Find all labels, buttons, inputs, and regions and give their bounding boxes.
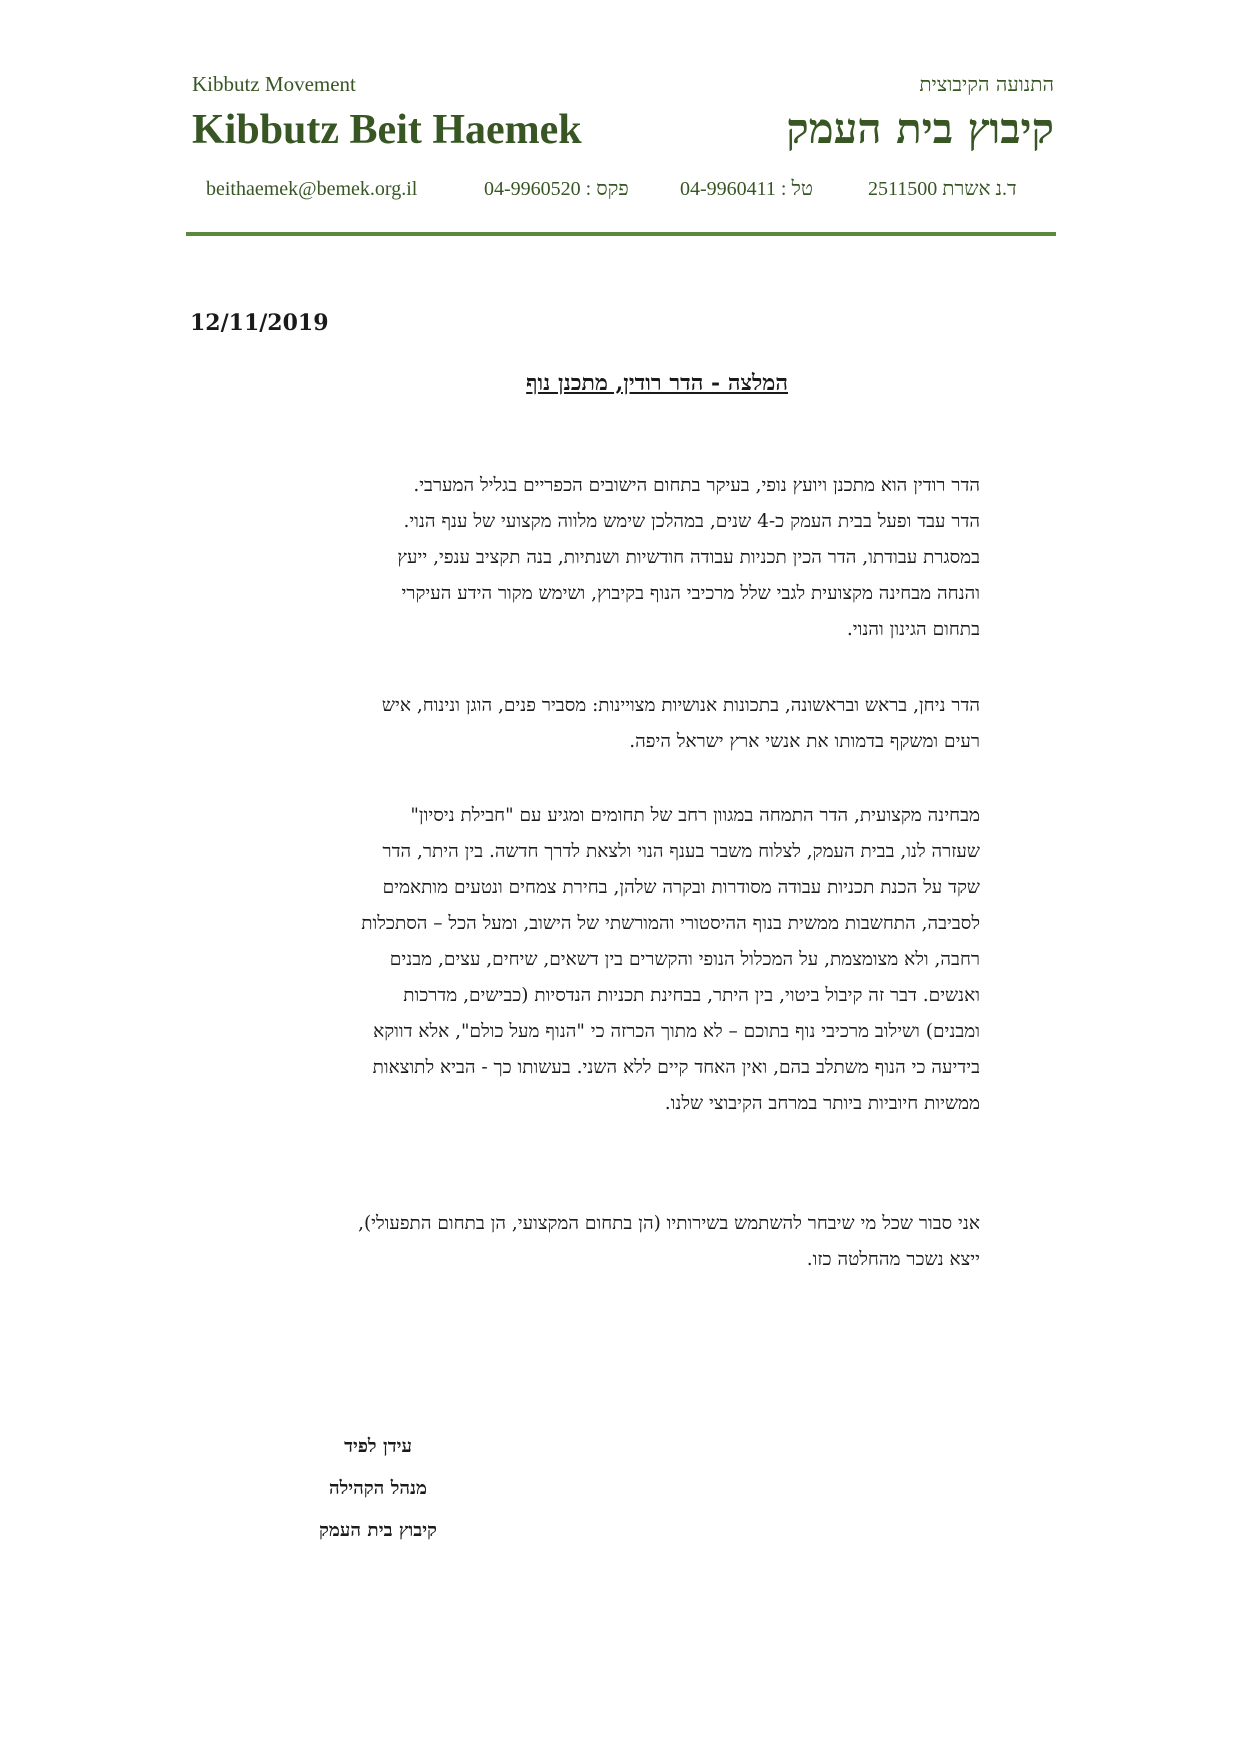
body-line: הדר ניחן, בראש ובראשונה, בתכונות אנושיות מצויינות: מסביר פנים, הוגן ונינוח, איש [381,695,980,716]
body-line: במסגרת עבודתו, הדר הכין תכניות עבודה חודשיות ושנתיות, בנה תקציב ענפי, ייעץ [397,547,980,568]
body-line: רחבה, ולא מצומצמת, על המכלול הנופי והקשרים בין דשאים, שיחים, עצים, מבנים [389,949,980,970]
body-line: שקד על הכנת תכניות עבודה מסודרות ובקרה שלהן, בחירת צמחים ונטעים מותאמים [382,877,980,898]
body-line: ומבנים) ושילוב מרכיבי נוף בתוכם – לא מתוך הכרזה כי "הנוף מעל כולם", אלא דווקא [373,1021,980,1042]
contact-fax: פקס : 04-9960520 [484,178,629,200]
body-paragraph-2 [382,688,980,760]
signature-role: מנהל הקהילה [328,1478,428,1499]
body-paragraph-4 [358,1206,980,1278]
body-line: שעזרה לנו, בבית העמק, לצלוח משבר בענף הנוי ולצאת לדרך חדשה. בין היתר, הדר [382,841,980,862]
body-line: והנחה מבחינה מקצועית לגבי שלל מרכיבי הנוף בקיבוץ, ושימש מקור הידע העיקרי [401,583,980,604]
contact-email: beithaemek@bemek.org.il [206,178,418,200]
contact-po-box: ד.נ אשרת 2511500 [868,178,1017,200]
body-line: מבחינה מקצועית, הדר התמחה במגוון רחב של תחומים ומגיע עם "חבילת ניסיון" [410,805,980,826]
contact-phone: טל : 04-9960411 [680,178,813,200]
body-paragraph-3 [361,798,980,1122]
body-line: הדר רודין הוא מתכנן ויועץ נופי, בעיקר בתחום הישובים הכפריים בגליל המערבי. [413,475,980,496]
body-line: הדר עבד ופעל בבית העמק כ-4 שנים, במהלכן שימש מלווה מקצועי של ענף הנוי. [403,511,980,532]
body-line: ואנשים. דבר זה קיבול ביטוי, בין היתר, בבחינת תכניות הנדסיות (כבישים, מדרכות [403,985,980,1006]
body-line: ממשיות חיוביות ביותר במרחב הקיבוצי שלנו. [664,1093,980,1114]
letter-subject: המלצה - הדר רודין, מתכנן נוף [526,370,788,396]
body-line: אני סבור שכל מי שיבחר להשתמש בשירותיו (הן בתחום המקצועי, הן בתחום התפעולי), [358,1213,980,1234]
header-divider [186,232,1056,236]
movement-name-hebrew: התנועה הקיבוצית [919,72,1054,96]
body-line: ייצא נשכר מהחלטה כזו. [806,1249,980,1270]
body-line: בידיעה כי הנוף משתלב בהם, ואין האחד קיים ללא השני. בעשותו כך - הביא לתוצאות [372,1057,980,1078]
body-line: רעים ומשקף בדמותו את אנשי ארץ ישראל היפה. [629,731,980,752]
signature-organization: קיבוץ בית העמק [319,1520,437,1541]
body-line: בתחום הגינון והנוי. [846,619,980,640]
body-line: לסביבה, התחשבות ממשית בנוף ההיסטורי והמורשתי של הישוב, ומעל הכל – הסתכלות [361,913,980,934]
kibbutz-name-hebrew: קיבוץ בית העמק [786,104,1054,153]
letter-date: 12/11/2019 [190,310,329,336]
body-paragraph-1 [397,468,980,648]
movement-name-english: Kibbutz Movement [192,72,356,96]
signature-name: עידן לפיד [344,1436,412,1457]
kibbutz-name-english: Kibbutz Beit Haemek [192,107,582,153]
